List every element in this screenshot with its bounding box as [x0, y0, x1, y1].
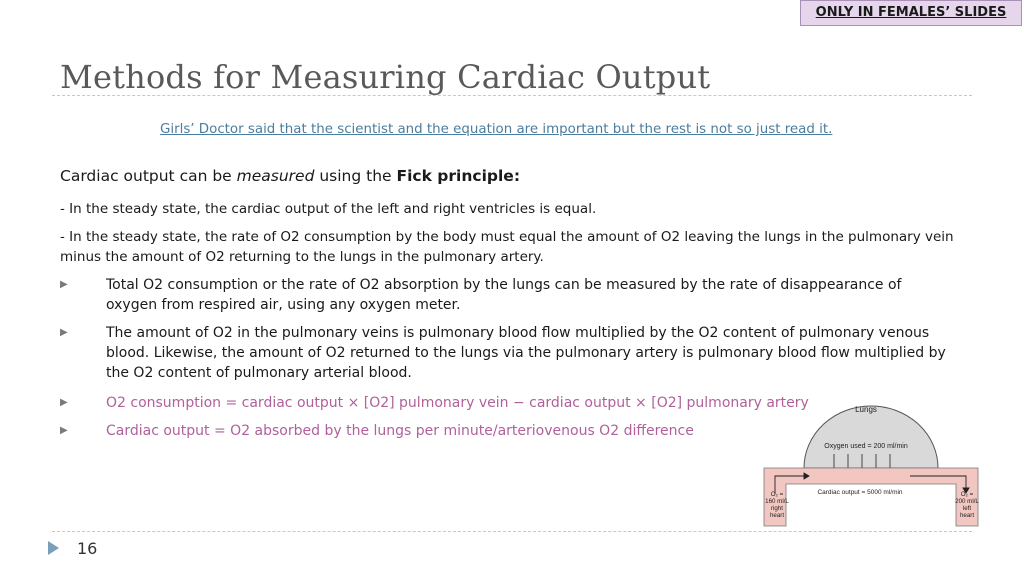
bullet-text-equation-2: Cardiac output = O2 absorbed by the lungs per minute/arteriovenous O2 difference	[106, 423, 694, 439]
intro-prefix: Cardiac output can be	[60, 167, 237, 185]
footer-arrow-icon	[48, 541, 59, 555]
intro-middle: using the	[314, 167, 397, 185]
intro-bold: Fick principle:	[396, 167, 521, 185]
left-heart-o2-label: O₂ =	[960, 491, 974, 498]
page-number: 16	[77, 539, 98, 558]
paragraph-steady-state-2: - In the steady state, the rate of O2 consumption by the body must equal the amount of O2 leaving the lungs in the pulmonary vein minus the amount of O2 returning to the lungs in the pulmonary artery.	[60, 229, 954, 265]
paragraph-steady-state-1: - In the steady state, the cardiac output of the left and right ventricles is equal.	[60, 201, 597, 217]
oxygen-used-label: Oxygen used = 200 ml/min	[824, 443, 908, 450]
bullet-text-equation-1: O2 consumption = cardiac output × [O2] pulmonary vein − cardiac output × [O2] pulmonary artery	[106, 395, 809, 411]
title-divider	[52, 95, 972, 96]
footer-divider	[52, 531, 972, 532]
lungs-dome	[804, 406, 938, 468]
bullet-text: Total O2 consumption or the rate of O2 absorption by the lungs can be measured by the rate of disappearance of oxygen from respired air, using any oxygen meter.	[106, 277, 902, 313]
slide-title: Methods for Measuring Cardiac Output	[60, 58, 711, 96]
pulmonary-vessel	[764, 468, 978, 526]
fick-principle-diagram	[760, 384, 982, 530]
bullet-arrow-icon: ▶	[60, 425, 68, 436]
cardiac-output-label: Cardiac output = 5000 ml/min	[817, 489, 903, 496]
intro-line	[60, 167, 520, 185]
bullet-text: The amount of O2 in the pulmonary veins is pulmonary blood flow multiplied by the O2 content of pulmonary venous blood. Likewise, the amount of O2 returned to the lungs via the pulmonary artery is pulmonary blood flow multiplied by the O2 content of pulmonary arterial blood.	[106, 325, 946, 381]
lungs-label: Lungs	[855, 405, 877, 414]
bullet-item	[60, 323, 946, 385]
right-heart-o2-value: 160 ml/L	[765, 498, 789, 505]
left-heart-o2-value: 200 ml/L	[955, 498, 979, 505]
bullet-arrow-icon: ▶	[60, 397, 68, 408]
bullet-arrow-icon: ▶	[60, 327, 68, 338]
right-heart-o2-label: O₂ =	[770, 491, 784, 498]
doctor-note-link[interactable]: Girls’ Doctor said that the scientist and the equation are important but the rest is not so just read it.	[160, 122, 833, 137]
left-heart-label-2: heart	[959, 512, 975, 519]
only-in-females-badge: ONLY IN FEMALES’ SLIDES	[800, 0, 1022, 26]
bullet-item	[60, 275, 920, 317]
intro-emphasis: measured	[236, 167, 315, 185]
bullet-arrow-icon: ▶	[60, 279, 68, 290]
right-heart-label-1: right	[770, 505, 784, 512]
left-heart-label-1: left	[962, 505, 972, 512]
right-heart-label-2: heart	[769, 512, 785, 519]
